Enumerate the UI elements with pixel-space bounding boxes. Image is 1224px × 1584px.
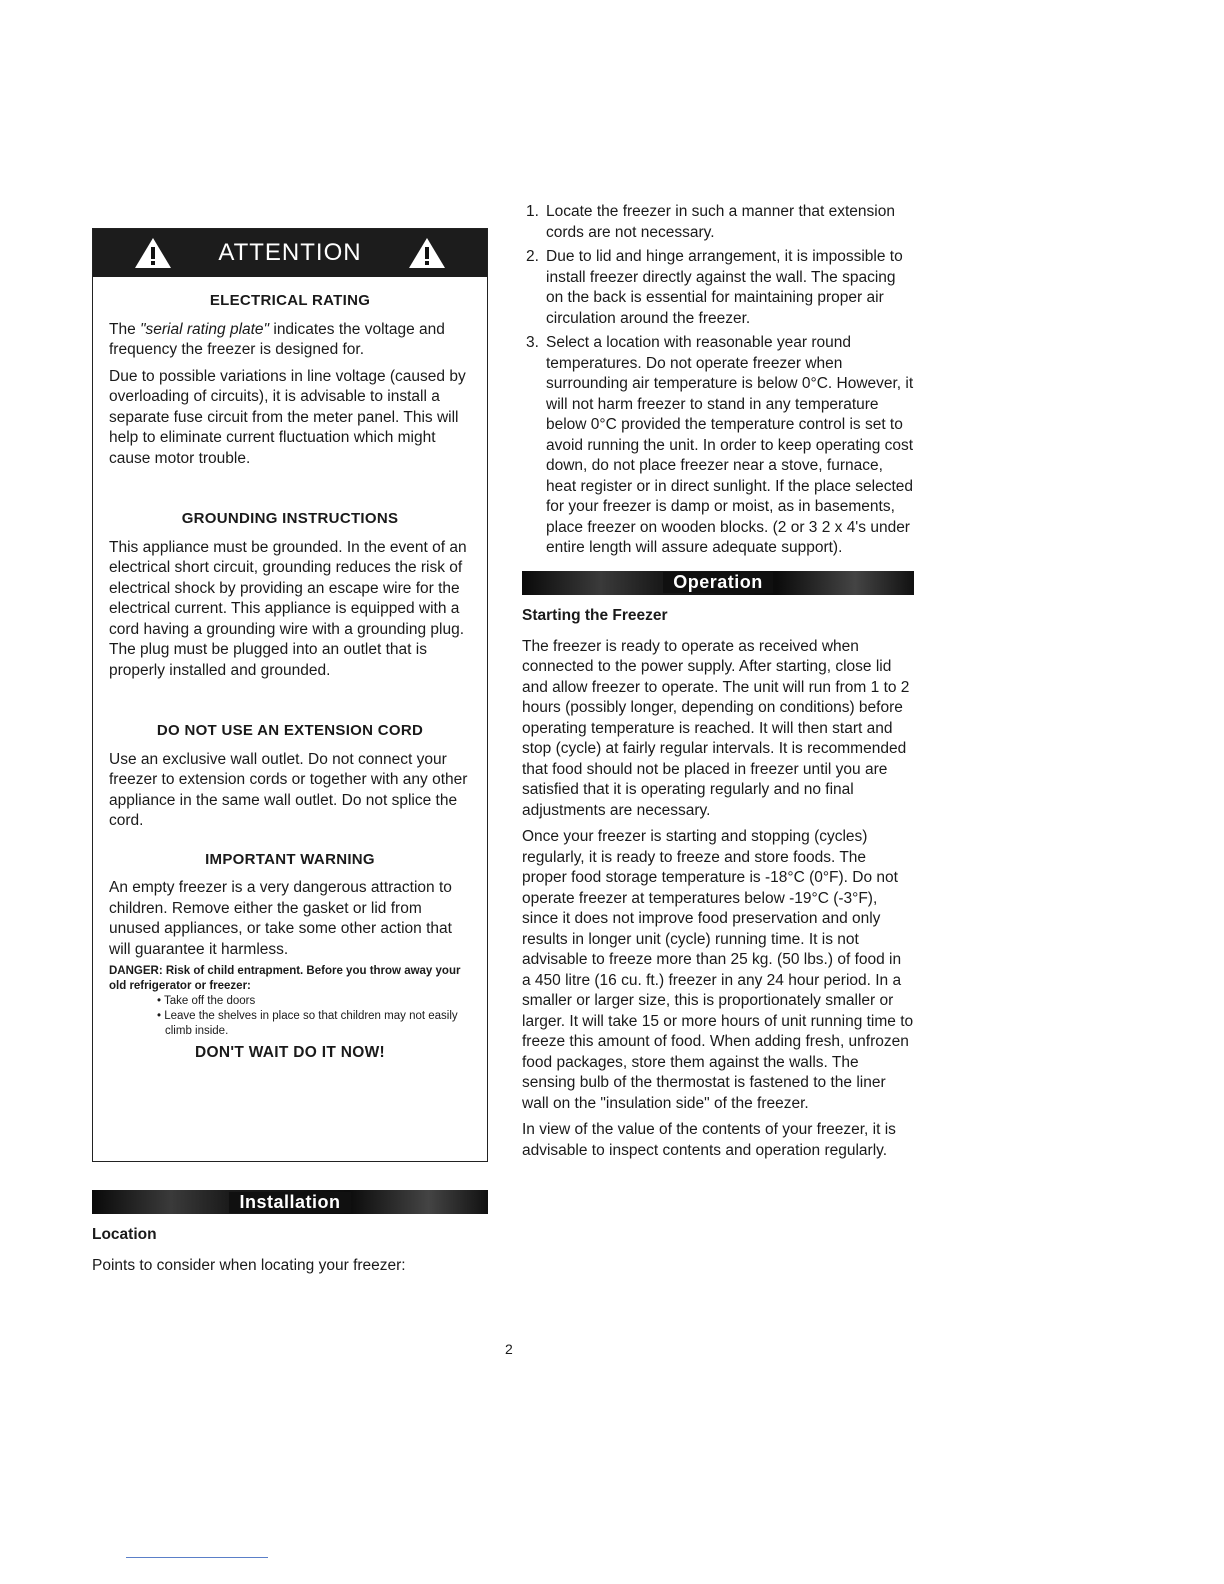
extension-cord-heading: DO NOT USE AN EXTENSION CORD	[156, 722, 424, 739]
operation-paragraph: The freezer is ready to operate as received when connected to the power supply. After starting, close lid and allow freezer to operate. The unit will run from 1 to 2 hours (possibly longer, depending on conditions) before operating temperature is reached. It will then start and stop (cycle) at fairly regular intervals. It is recommended that food should not be placed in freezer until you are satisfied that it is operating regularly and no final adjustments are necessary.	[522, 637, 910, 819]
list-item: • Leave the shelves in place so that children may not easily climb inside.	[157, 1009, 471, 1039]
danger-list	[157, 994, 471, 1039]
operation-bar-label: Operation	[663, 572, 773, 593]
important-warning-heading: IMPORTANT WARNING	[205, 850, 375, 868]
list-item: 2. Due to lid and hinge arrangement, it is impossible to install freezer directly against the wall. The spacing on the back is essential for maintaining proper air circulation around the freezer.	[526, 248, 903, 327]
location-text: Points to consider when locating your freezer:	[92, 1257, 406, 1274]
page-number: 2	[505, 1341, 513, 1357]
extension-cord-text: Use an exclusive wall outlet. Do not connect your freezer to extension cords or together with any other appliance in the same wall outlet. Do not splice the cord.	[109, 750, 468, 829]
operation-paragraph: Once your freezer is starting and stopping (cycles) regularly, it is ready to freeze and store foods. The proper food storage temperature is -18°C (0°F). Do not operate freezer at temperatures below -19°C (-3°F), since it does not improve food preservation and only results in longer unit (cycle) running time. It is not advisable to freeze more than 25 kg. (50 lbs.) of food in a 450 litre (16 cu. ft.) freezer in any 24 hour period. In a smaller or larger size, this is proportionately smaller or larger. It will take 15 or more hours of unit running time to freeze this amount of food. When adding fresh, unfrozen food packages, store them against the walls. The sensing bulb of the thermostat is fastened to the liner wall on the "insulation side" of the freezer.	[522, 828, 914, 1112]
operation-section-bar	[522, 571, 914, 595]
starting-freezer-heading: Starting the Freezer	[522, 606, 668, 624]
attention-box	[92, 228, 488, 1162]
location-steps	[522, 202, 914, 559]
attention-title: ATTENTION	[218, 239, 362, 266]
list-item: • Take off the doors	[157, 994, 471, 1009]
dont-wait-text: DON'T WAIT DO IT NOW!	[195, 1044, 385, 1061]
grounding-text: This appliance must be grounded. In the event of an electrical short circuit, grounding reduces the risk of electrical shock by providing an escape wire for the electrical current. This appliance is equipped with a cord having a grounding wire with a grounding plug. The plug must be plugged into an outlet that is properly installed and grounded.	[109, 538, 467, 679]
divider	[126, 1557, 268, 1558]
installation-section-bar	[92, 1190, 488, 1214]
electrical-rating-detail: Due to possible variations in line voltage (caused by overloading of circuits), it is advisable to install a separate fuse circuit from the meter panel. This will help to eliminate current fluctuation which might cause motor trouble.	[109, 367, 466, 467]
grounding-heading: GROUNDING INSTRUCTIONS	[181, 510, 399, 527]
location-heading: Location	[92, 1226, 157, 1243]
attention-body	[93, 277, 487, 1064]
electrical-rating-heading: ELECTRICAL RATING	[209, 292, 371, 309]
list-item: 1. Locate the freezer in such a manner that extension cords are not necessary.	[526, 203, 895, 241]
danger-text: DANGER: Risk of child entrapment. Before you throw away your old refrigerator or freezer:	[109, 965, 461, 992]
installation-bar-label: Installation	[229, 1192, 350, 1213]
attention-header	[93, 229, 487, 277]
operation-paragraph: In view of the value of the contents of your freezer, it is advisable to inspect contents and operation regularly.	[522, 1121, 896, 1159]
left-column	[92, 228, 488, 1277]
important-warning-text: An empty freezer is a very dangerous attraction to children. Remove either the gasket or lid from unused appliances, or take some other action that will guarantee it harmless.	[109, 879, 452, 958]
warning-triangle-icon	[133, 236, 173, 270]
warning-triangle-icon	[407, 236, 447, 270]
right-column	[522, 202, 914, 1167]
list-item: 3. Select a location with reasonable year round temperatures. Do not operate freezer when surrounding air temperature is below 0°C. However, it will not harm freezer to stand in any temperature below 0°C provided the temperature control is set to avoid running the unit. In order to keep operating cost down, do not place freezer near a stove, furnace, heat register or in direct sunlight. If the place selected for your freezer is damp or moist, as in basements, place freezer on wooden blocks. (2 or 3 2 x 4's under entire length will assure adequate support).	[526, 334, 914, 556]
electrical-rating-text: The "serial rating plate" indicates the voltage and frequency the freezer is designed for.	[109, 320, 445, 358]
